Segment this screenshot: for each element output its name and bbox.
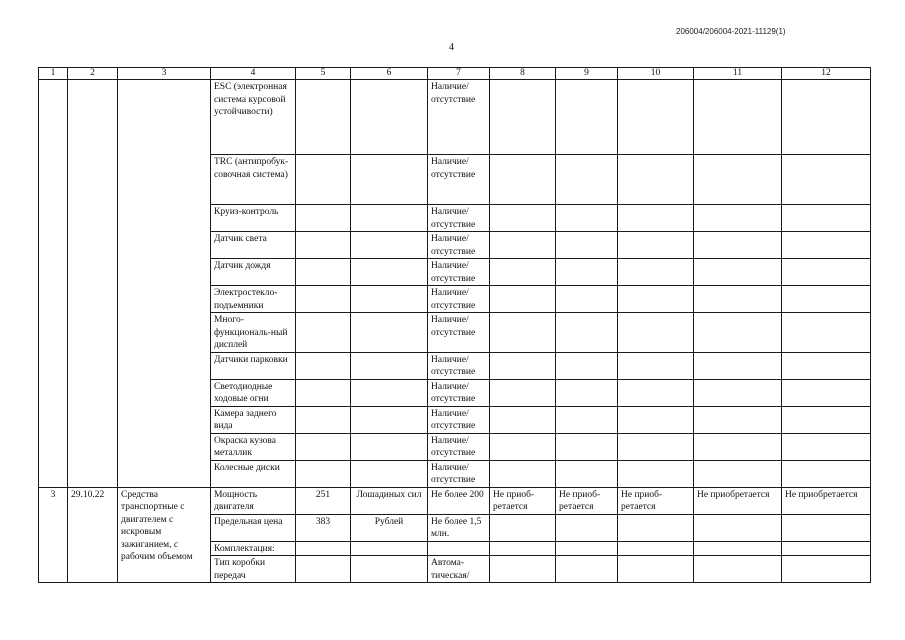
item-name: Средства транспортные с двигателем с искровым зажиганием, с рабочим объемом [118, 487, 211, 583]
empty-cell [490, 556, 556, 583]
status-cell: Не приоб-ретается [490, 487, 556, 514]
value-cell: Наличие/ отсутствие [428, 286, 490, 313]
empty-cell [782, 286, 871, 313]
empty-cell [694, 460, 782, 487]
value-cell: Наличие/ отсутствие [428, 80, 490, 155]
empty-cell [490, 155, 556, 205]
code-cell [296, 460, 351, 487]
empty-cell [782, 80, 871, 155]
empty-cell [556, 556, 618, 583]
column-number-row [39, 68, 871, 80]
unit-cell [351, 433, 428, 460]
empty-cell [694, 433, 782, 460]
empty-cell [694, 379, 782, 406]
characteristic-cell: Предельная цена [211, 514, 296, 541]
empty-cell [556, 406, 618, 433]
empty-cell [490, 313, 556, 353]
value-cell: Наличие/ отсутствие [428, 433, 490, 460]
empty-cell [694, 406, 782, 433]
empty-cell [490, 352, 556, 379]
empty-cell [618, 286, 694, 313]
status-cell: Не приобретается [694, 487, 782, 514]
empty-cell [556, 259, 618, 286]
value-cell: Наличие/ отсутствие [428, 352, 490, 379]
empty-cell [556, 80, 618, 155]
empty-cell [618, 379, 694, 406]
characteristic-cell: Круиз-контроль [211, 205, 296, 232]
empty-cell [490, 232, 556, 259]
empty-cell [694, 352, 782, 379]
empty-cell [618, 541, 694, 556]
column-number: 7 [428, 68, 490, 80]
column-number: 10 [618, 68, 694, 80]
characteristic-cell: Светодиодные ходовые огни [211, 379, 296, 406]
empty-cell [490, 379, 556, 406]
column-number: 2 [68, 68, 118, 80]
unit-cell [351, 379, 428, 406]
code-cell: 383 [296, 514, 351, 541]
characteristic-cell: Окраска кузова металлик [211, 433, 296, 460]
unit-cell [351, 155, 428, 205]
empty-cell [556, 433, 618, 460]
empty-cell [694, 286, 782, 313]
column-number: 6 [351, 68, 428, 80]
empty-cell [618, 406, 694, 433]
empty-cell [618, 80, 694, 155]
value-cell: Не более 1,5 млн. [428, 514, 490, 541]
code-cell [296, 433, 351, 460]
empty-cell [490, 514, 556, 541]
code-cell [296, 352, 351, 379]
unit-cell [351, 232, 428, 259]
status-cell: Не приобретается [782, 487, 871, 514]
column-number: 1 [39, 68, 68, 80]
characteristic-cell: Комплектация: [211, 541, 296, 556]
unit-cell [351, 352, 428, 379]
empty-cell [556, 205, 618, 232]
characteristic-cell: Колесные диски [211, 460, 296, 487]
empty-cell [556, 541, 618, 556]
empty-cell [694, 232, 782, 259]
empty-cell [782, 556, 871, 583]
code-cell [296, 541, 351, 556]
characteristic-cell: Камера заднего вида [211, 406, 296, 433]
empty-cell [556, 514, 618, 541]
value-cell: Наличие/ отсутствие [428, 313, 490, 353]
value-cell: Автома-тическая/ [428, 556, 490, 583]
empty-cell [39, 80, 68, 488]
empty-cell [618, 352, 694, 379]
empty-cell [782, 514, 871, 541]
column-number: 8 [490, 68, 556, 80]
empty-cell [556, 232, 618, 259]
value-cell: Наличие/ отсутствие [428, 379, 490, 406]
code-cell [296, 155, 351, 205]
empty-cell [694, 205, 782, 232]
empty-cell [782, 313, 871, 353]
column-number: 4 [211, 68, 296, 80]
empty-cell [618, 232, 694, 259]
empty-cell [556, 460, 618, 487]
empty-cell [618, 155, 694, 205]
characteristic-cell: Датчики парковки [211, 352, 296, 379]
unit-cell [351, 286, 428, 313]
characteristic-cell: Электростекло-подъемники [211, 286, 296, 313]
empty-cell [694, 155, 782, 205]
empty-cell [490, 460, 556, 487]
empty-cell [782, 379, 871, 406]
empty-cell [556, 155, 618, 205]
empty-cell [68, 80, 118, 488]
empty-cell [490, 259, 556, 286]
column-number: 11 [694, 68, 782, 80]
column-number: 5 [296, 68, 351, 80]
empty-cell [490, 205, 556, 232]
requirements-table [38, 67, 871, 583]
characteristic-cell: Тип коробки передач [211, 556, 296, 583]
unit-cell [351, 313, 428, 353]
status-cell: Не приоб-ретается [618, 487, 694, 514]
characteristic-cell: ESC (электронная система курсовой устойчивости) [211, 80, 296, 155]
empty-cell [782, 352, 871, 379]
value-cell: Наличие/ отсутствие [428, 406, 490, 433]
code-cell [296, 313, 351, 353]
empty-cell [618, 556, 694, 583]
empty-cell [618, 460, 694, 487]
empty-cell [694, 514, 782, 541]
unit-cell: Лошадиных сил [351, 487, 428, 514]
column-number: 12 [782, 68, 871, 80]
empty-cell [782, 433, 871, 460]
code-cell [296, 205, 351, 232]
item-date: 29.10.22 [68, 487, 118, 583]
empty-cell [782, 232, 871, 259]
value-cell: Наличие/ отсутствие [428, 259, 490, 286]
value-cell: Не более 200 [428, 487, 490, 514]
code-cell [296, 80, 351, 155]
column-number: 3 [118, 68, 211, 80]
unit-cell [351, 259, 428, 286]
unit-cell [351, 205, 428, 232]
page-number: 4 [449, 42, 454, 53]
empty-cell [694, 541, 782, 556]
table-row [39, 487, 871, 514]
code-cell [296, 286, 351, 313]
characteristic-cell: Датчик света [211, 232, 296, 259]
empty-cell [782, 541, 871, 556]
empty-cell [782, 259, 871, 286]
empty-cell [782, 460, 871, 487]
empty-cell [618, 433, 694, 460]
empty-cell [490, 80, 556, 155]
unit-cell [351, 541, 428, 556]
empty-cell [490, 541, 556, 556]
code-cell [296, 232, 351, 259]
empty-cell [556, 352, 618, 379]
characteristic-cell: Много-функциональ-ный дисплей [211, 313, 296, 353]
empty-cell [118, 80, 211, 488]
code-cell [296, 406, 351, 433]
empty-cell [618, 514, 694, 541]
empty-cell [490, 433, 556, 460]
status-cell: Не приоб-ретается [556, 487, 618, 514]
empty-cell [490, 406, 556, 433]
empty-cell [556, 379, 618, 406]
characteristic-cell: Мощность двигателя [211, 487, 296, 514]
item-number: 3 [39, 487, 68, 583]
code-cell: 251 [296, 487, 351, 514]
code-cell [296, 259, 351, 286]
empty-cell [618, 313, 694, 353]
empty-cell [694, 80, 782, 155]
code-cell [296, 556, 351, 583]
value-cell: Наличие/ отсутствие [428, 232, 490, 259]
characteristic-cell: TRC (антипробук-совочная система) [211, 155, 296, 205]
empty-cell [694, 259, 782, 286]
unit-cell [351, 406, 428, 433]
table-row [39, 80, 871, 155]
document-number: 206004/206004-2021-11129(1) [676, 27, 786, 36]
empty-cell [694, 556, 782, 583]
empty-cell [618, 259, 694, 286]
unit-cell [351, 556, 428, 583]
unit-cell [351, 460, 428, 487]
empty-cell [556, 313, 618, 353]
empty-cell [490, 286, 556, 313]
empty-cell [694, 313, 782, 353]
empty-cell [782, 205, 871, 232]
unit-cell [351, 80, 428, 155]
value-cell: Наличие/ отсутствие [428, 155, 490, 205]
empty-cell [556, 286, 618, 313]
empty-cell [782, 155, 871, 205]
empty-cell [782, 406, 871, 433]
value-cell: Наличие/ отсутствие [428, 205, 490, 232]
unit-cell: Рублей [351, 514, 428, 541]
characteristic-cell: Датчик дождя [211, 259, 296, 286]
table-body [39, 68, 871, 583]
code-cell [296, 379, 351, 406]
column-number: 9 [556, 68, 618, 80]
empty-cell [618, 205, 694, 232]
value-cell: Наличие/ отсутствие [428, 460, 490, 487]
value-cell [428, 541, 490, 556]
